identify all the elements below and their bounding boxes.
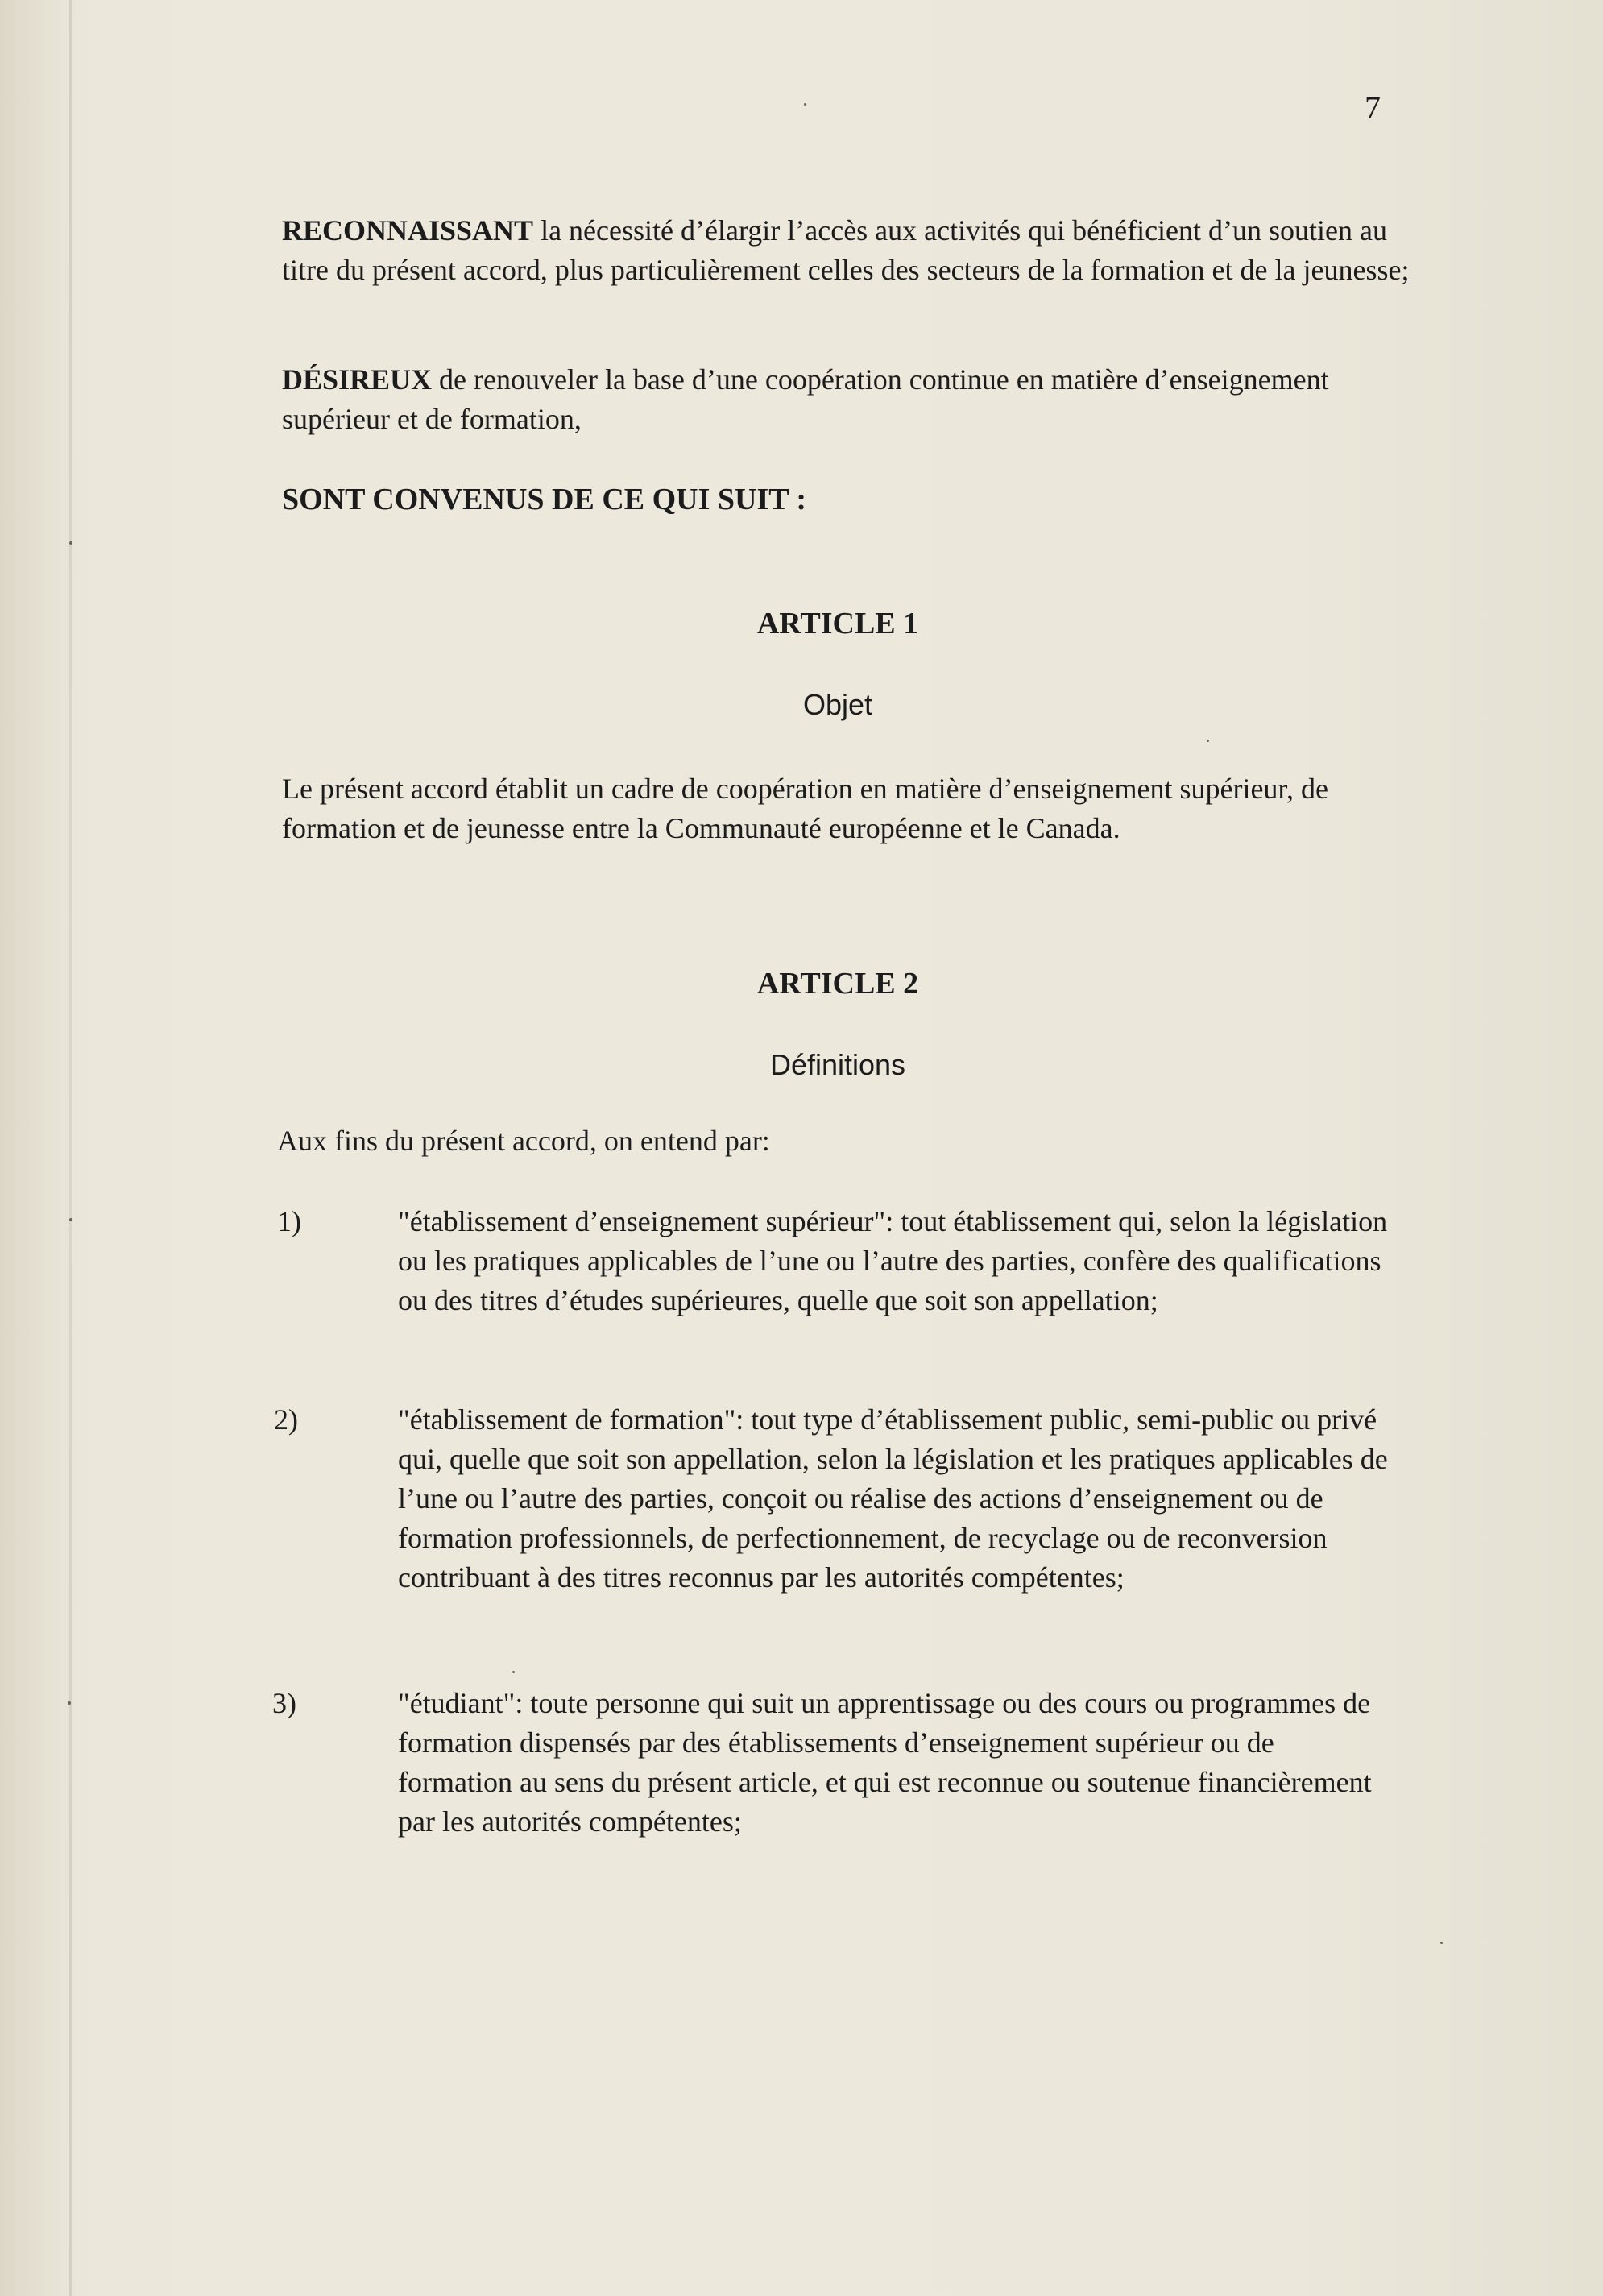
paper-speck [1207,740,1209,742]
article-1-subheading: Objet [802,688,873,721]
article-1-text: Le présent accord établit un cadre de coopération en matière d’enseignement supérieur, de formation et de jeunesse entre la Communauté européenne et le Canada. [282,773,1328,844]
page-number: 7 [1365,89,1381,126]
article-2-heading: ARTICLE 2 [756,967,919,1001]
definition-3-number: 3) [272,1687,296,1719]
paper-speck [1440,1942,1443,1944]
paper-speck [69,1218,72,1221]
definition-1-text: "établissement d’enseignement supérieur": tout établissement qui, selon la législation ou les pratiques applicables de l’une ou l’autre des parties, confère des qualifications ou des titres d’études supérieures, quelle que soit son appellation; [398,1205,1388,1316]
definition-2-text: "établissement de formation": tout type d’établissement public, semi-public ou privé qui, quelle que soit son appellation, selon la législation et les pratiques applicables de l’une ou l’autre des parties, conçoit ou réalise des actions d’enseignement ou de formation professionnels, de perfectionnement, de recyclage ou de reconversion contribuant à des titres reconnus par les autorités compétentes; [398,1403,1388,1594]
paper-speck [512,1671,515,1673]
definition-1-number: 1) [277,1205,301,1237]
agreed-statement: SONT CONVENUS DE CE QUI SUIT : [282,483,807,516]
binding-edge [69,0,72,2296]
recognising-text: la nécessité d’élargir l’accès aux activités qui bénéficient d’un soutien au titre du présent accord, plus particulièrement celles des secteurs de la formation et de la jeunesse; [282,214,1410,286]
recognising-lead: RECONNAISSANT [282,214,534,247]
desiring-lead: DÉSIREUX [282,363,433,396]
desiring-text: de renouveler la base d’une coopération continue en matière d’enseignement supérieur et de formation, [282,363,1329,435]
article-1-heading: ARTICLE 1 [756,607,919,640]
paper-speck [68,1701,71,1705]
recognising-paragraph [282,211,1410,290]
article-2-intro: Aux fins du présent accord, on entend par: [277,1125,770,1157]
paper-speck [804,103,806,106]
definition-3-text: "étudiant": toute personne qui suit un apprentissage ou des cours ou programmes de formation dispensés par des établissements d’enseignement supérieur ou de formation au sens du présent article, et qui est reconnue ou soutenue financièrement par les autorités compétentes; [398,1687,1372,1838]
desiring-paragraph [282,360,1410,439]
paper-speck [69,541,72,545]
article-2-subheading: Définitions [769,1048,906,1081]
definition-2-number: 2) [274,1403,298,1436]
